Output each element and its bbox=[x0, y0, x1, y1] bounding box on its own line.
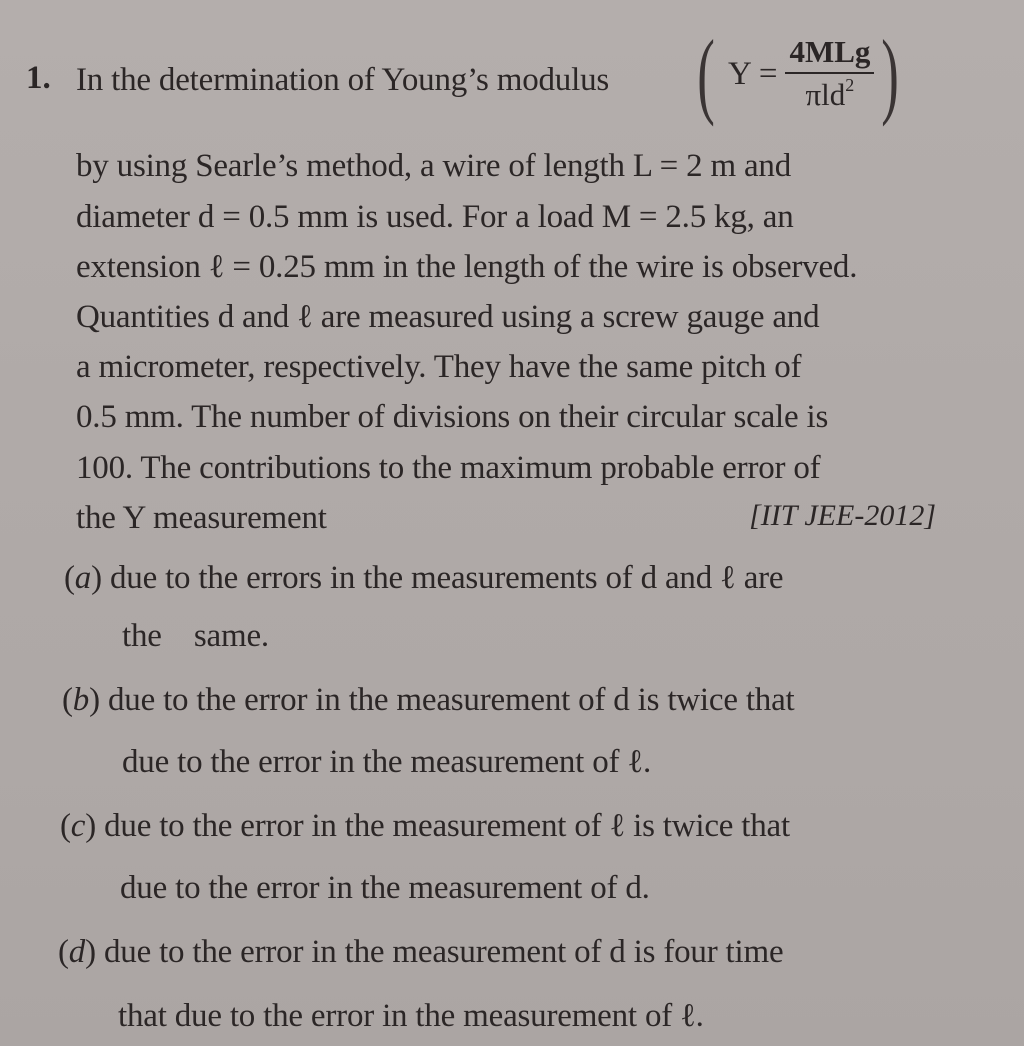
body-line: 0.5 mm. The number of divisions on their circular scale is bbox=[76, 399, 829, 435]
question-intro: In the determination of Young’s modulus bbox=[76, 62, 610, 98]
fraction-bar bbox=[785, 72, 874, 74]
formula-fraction bbox=[785, 34, 874, 114]
body-line: by using Searle’s method, a wire of length L = 2 m and bbox=[76, 148, 792, 184]
formula-close-paren: ) bbox=[881, 20, 900, 127]
option-a[interactable] bbox=[64, 558, 783, 598]
body-line: extension ℓ = 0.25 mm in the length of the wire is observed. bbox=[76, 249, 858, 285]
option-text: due to the error in the measurement of ℓ is twice that bbox=[104, 808, 790, 844]
option-text: due to the error in the measurement of d is four time bbox=[103, 934, 784, 970]
question-number: 1. bbox=[26, 60, 51, 96]
formula-lhs: Y = bbox=[727, 55, 778, 92]
formula-open-paren: ( bbox=[697, 20, 715, 127]
option-d[interactable] bbox=[58, 932, 783, 972]
denominator-text: πld bbox=[805, 77, 846, 112]
option-b[interactable] bbox=[62, 680, 795, 720]
option-c-continuation: due to the error in the measurement of d. bbox=[120, 870, 650, 906]
option-a-continuation: the same. bbox=[122, 618, 269, 654]
youngs-modulus-formula bbox=[690, 20, 906, 127]
option-b-continuation: due to the error in the measurement of ℓ. bbox=[122, 744, 652, 780]
body-line: a micrometer, respectively. They have the same pitch of bbox=[76, 349, 802, 385]
body-line: Quantities d and ℓ are measured using a screw gauge and bbox=[76, 299, 820, 335]
option-label: (b) bbox=[62, 682, 100, 718]
body-line: the Y measurement bbox=[76, 500, 327, 536]
option-label: (a) bbox=[64, 560, 102, 596]
body-line: 100. The contributions to the maximum probable error of bbox=[76, 450, 821, 486]
option-text: due to the error in the measurement of d is twice that bbox=[107, 682, 795, 718]
option-label: (d) bbox=[58, 934, 96, 970]
option-label: (c) bbox=[60, 808, 97, 844]
exam-source-reference: [IIT JEE-2012] bbox=[749, 499, 936, 532]
option-d-continuation: that due to the error in the measurement of ℓ. bbox=[118, 998, 704, 1034]
formula-numerator: 4MLg bbox=[789, 34, 871, 69]
formula-denominator bbox=[802, 76, 859, 114]
option-text: due to the errors in the measurements of d and ℓ are bbox=[109, 560, 784, 596]
denominator-exponent: 2 bbox=[845, 75, 855, 95]
option-c[interactable] bbox=[60, 806, 790, 846]
body-line: diameter d = 0.5 mm is used. For a load M = 2.5 kg, an bbox=[76, 199, 794, 235]
